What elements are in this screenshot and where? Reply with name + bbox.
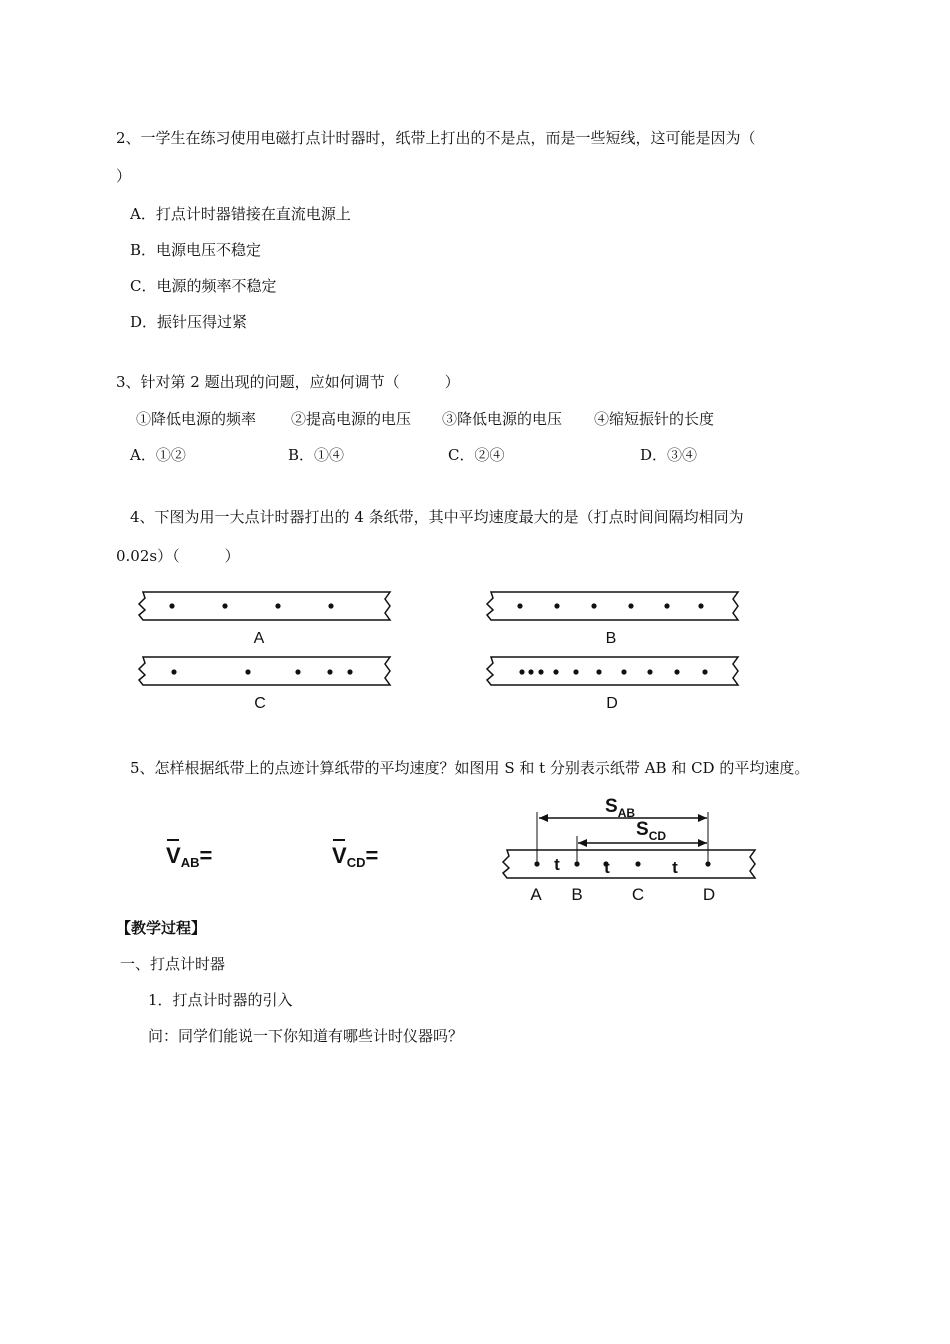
s-ab-label xyxy=(605,796,635,820)
tape-c xyxy=(135,653,395,717)
tape-d-dot xyxy=(702,669,707,674)
q4-stem-end: 0.02s）（ ） xyxy=(116,547,240,565)
point-c-dot xyxy=(635,861,640,866)
tape-a-dot xyxy=(169,603,174,608)
point-label-d: D xyxy=(702,885,716,904)
tape-a-dot xyxy=(328,603,333,608)
v-ab-symbol: V xyxy=(166,843,181,868)
tape-c-dot xyxy=(171,669,176,674)
point-label-a: A xyxy=(530,885,542,904)
point-label-b: B xyxy=(571,885,583,904)
v-cd-overbar xyxy=(333,839,345,841)
tape-a xyxy=(135,588,395,652)
s-ab-subscript: AB xyxy=(617,806,636,820)
v-ab-formula xyxy=(166,843,212,870)
tape-d-dot xyxy=(519,669,524,674)
tape-d-dot xyxy=(647,669,652,674)
tape-d-label: D xyxy=(606,695,618,712)
v-cd-formula xyxy=(332,843,378,870)
tape-b-dot xyxy=(591,603,596,608)
q2-option-d: D．振针压得过紧 xyxy=(130,313,248,331)
section-h2: 1．打点计时器的引入 xyxy=(148,991,293,1009)
tape-b-dot xyxy=(554,603,559,608)
tape-c-dot xyxy=(327,669,332,674)
tape-d-dot xyxy=(596,669,601,674)
tape-b-label: B xyxy=(605,630,617,647)
v-cd-subscript: CD xyxy=(346,855,366,870)
tape-distance-diagram xyxy=(495,790,765,910)
s-cd-arrowhead-right xyxy=(698,839,707,847)
q3-option-c: C．②④ xyxy=(448,446,505,464)
q3-option-b: B．①④ xyxy=(288,446,345,464)
section-question: 问：同学们能说一下你知道有哪些计时仪器吗？ xyxy=(148,1027,464,1045)
tape-b-dot xyxy=(664,603,669,608)
s-ab-arrowhead-left xyxy=(539,814,548,822)
tape-a-dot xyxy=(275,603,280,608)
tape-d-dot xyxy=(621,669,626,674)
tape-d-dot xyxy=(573,669,578,674)
q4-stem: 4、下图为用一大点计时器打出的 4 条纸带，其中平均速度最大的是（打点时间间隔均相同为 xyxy=(130,508,744,526)
s-cd-subscript: CD xyxy=(648,829,667,843)
v-ab-overbar xyxy=(167,839,179,841)
point-d-dot xyxy=(705,861,710,866)
q3-item-2: ②提高电源的电压 xyxy=(291,410,412,428)
v-cd-symbol: V xyxy=(332,843,347,868)
t-label-1: t xyxy=(554,855,560,874)
v-cd-equals: = xyxy=(365,843,379,868)
tape-d xyxy=(483,653,743,717)
tape-body xyxy=(503,850,755,878)
tape-c-dot xyxy=(295,669,300,674)
tape-a-label: A xyxy=(253,630,265,647)
t-label-3: t xyxy=(672,858,678,877)
q3-option-d: D．③④ xyxy=(640,446,698,464)
q3-stem: 3、针对第 2 题出现的问题，应如何调节（ ） xyxy=(116,373,460,391)
tape-b xyxy=(483,588,743,652)
q3-item-1: ①降低电源的频率 xyxy=(136,410,257,428)
q2-stem: 2、一学生在练习使用电磁打点计时器时，纸带上打出的不是点，而是一些短线，这可能是因为（ xyxy=(116,129,756,147)
v-ab-subscript: AB xyxy=(180,855,200,870)
tape-a-outline xyxy=(139,592,390,620)
tape-d-outline xyxy=(487,657,738,685)
point-label-c: C xyxy=(631,885,645,904)
section-h1: 一、打点计时器 xyxy=(120,955,226,973)
tape-d-dot xyxy=(538,669,543,674)
q3-item-4: ④缩短振针的长度 xyxy=(594,410,715,428)
point-a-dot xyxy=(534,861,539,866)
q2-option-b: B．电源电压不稳定 xyxy=(130,241,262,259)
q2-option-c: C．电源的频率不稳定 xyxy=(130,277,277,295)
tape-c-dot xyxy=(245,669,250,674)
s-ab-symbol: S xyxy=(605,796,618,817)
tape-a-dot xyxy=(222,603,227,608)
s-cd-label xyxy=(636,819,666,843)
q2-stem-end: ） xyxy=(116,167,132,185)
tape-c-label: C xyxy=(254,695,266,712)
s-ab-arrowhead-right xyxy=(698,814,707,822)
tape-d-dot xyxy=(674,669,679,674)
s-cd-symbol: S xyxy=(636,819,649,840)
tape-d-dot xyxy=(553,669,558,674)
point-b-dot xyxy=(574,861,579,866)
tape-b-dot xyxy=(628,603,633,608)
q3-option-a: A．①② xyxy=(130,446,186,464)
s-cd-arrowhead-left xyxy=(578,839,587,847)
tape-b-dot xyxy=(517,603,522,608)
q2-option-a: A．打点计时器错接在直流电源上 xyxy=(130,205,351,223)
q3-item-3: ③降低电源的电压 xyxy=(442,410,563,428)
section-heading: 【教学过程】 xyxy=(116,919,207,937)
tape-d-dot xyxy=(528,669,533,674)
q5-stem: 5、怎样根据纸带上的点迹计算纸带的平均速度？如图用 S 和 t 分别表示纸带 AB 和 CD 的平均速度。 xyxy=(130,759,810,777)
t-label-2: t xyxy=(604,858,610,877)
tape-b-dot xyxy=(698,603,703,608)
v-ab-equals: = xyxy=(199,843,213,868)
tape-c-dot xyxy=(347,669,352,674)
